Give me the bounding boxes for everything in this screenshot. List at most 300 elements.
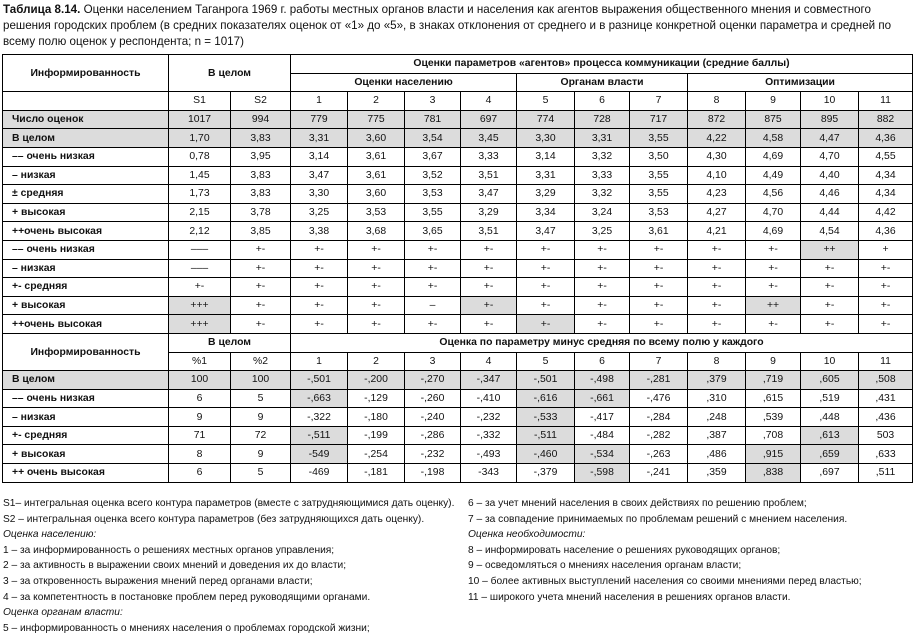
table-cell: 1,73	[169, 185, 231, 204]
header-total-2: В целом	[169, 333, 291, 352]
table-cell: +-	[688, 240, 746, 259]
table-cell: 4,55	[859, 147, 913, 166]
table-row	[3, 147, 913, 166]
table-cell: -549	[291, 445, 348, 464]
table-cell: 3,61	[630, 222, 688, 241]
table-cell: 3,61	[348, 147, 405, 166]
note-line: 8 – информировать население о решениях руководящих органов;	[468, 544, 781, 556]
table-cell: ,486	[688, 445, 746, 464]
table-cell: 994	[231, 110, 291, 129]
table-cell: 3,31	[575, 129, 630, 148]
column-header-number: 3	[405, 92, 461, 111]
table-cell: +-	[405, 278, 461, 297]
table-cell: -,410	[461, 389, 517, 408]
table-cell: +-	[517, 296, 575, 315]
table-cell: -,533	[517, 408, 575, 427]
table-cell: +-	[231, 296, 291, 315]
table-cell: +-	[630, 259, 688, 278]
table-cell: -,534	[575, 445, 630, 464]
column-header-number: 3	[405, 352, 461, 371]
table-cell: +-	[291, 240, 348, 259]
table-cell: ++	[746, 296, 801, 315]
table-cell: +-	[461, 296, 517, 315]
table-cell: 1,70	[169, 129, 231, 148]
note-line: S1– интегральная оценка всего контура параметров (вместе с затрудняющимися дать оценку).	[3, 498, 455, 509]
row-label: В целом	[3, 129, 169, 148]
table-cell: +-	[461, 259, 517, 278]
row-label: ++ очень высокая	[3, 464, 169, 483]
table-cell: +-	[746, 259, 801, 278]
table-row	[3, 445, 913, 464]
table-cell: +-	[801, 296, 859, 315]
table-cell: +-	[291, 296, 348, 315]
table-cell: 4,34	[859, 185, 913, 204]
table-cell: ++	[801, 240, 859, 259]
row-label: Число оценок	[3, 110, 169, 129]
table-cell: 4,10	[688, 166, 746, 185]
table-cell: +-	[231, 240, 291, 259]
table-cell: 100	[169, 371, 231, 390]
column-header-number: 6	[575, 92, 630, 111]
table-cell: -,232	[461, 408, 517, 427]
table-cell: -,199	[348, 426, 405, 445]
table-row	[3, 315, 913, 334]
table-cell: 3,38	[291, 222, 348, 241]
row-label: – низкая	[3, 408, 169, 427]
table-cell: -,241	[630, 464, 688, 483]
table-cell: 4,42	[859, 203, 913, 222]
table-cell: 4,21	[688, 222, 746, 241]
table-cell: ,659	[801, 445, 859, 464]
table-row	[3, 278, 913, 297]
table-cell: +-	[575, 315, 630, 334]
table-cell: 3,32	[575, 185, 630, 204]
table-cell: 1017	[169, 110, 231, 129]
row-label: – низкая	[3, 259, 169, 278]
column-header-number: 4	[461, 92, 517, 111]
table-cell: +-	[575, 240, 630, 259]
table-cell: +-	[746, 315, 801, 334]
table-cell: 2,12	[169, 222, 231, 241]
table-row	[3, 110, 913, 129]
table-cell: +-	[348, 259, 405, 278]
row-label: ++очень высокая	[3, 315, 169, 334]
note-line: Оценка населению:	[3, 529, 97, 541]
table-row	[3, 185, 913, 204]
table-cell: 4,27	[688, 203, 746, 222]
table-cell: -,460	[517, 445, 575, 464]
table-cell: -,498	[575, 371, 630, 390]
table-cell: +-	[859, 259, 913, 278]
table-row	[3, 296, 913, 315]
table-cell: -,663	[291, 389, 348, 408]
table-cell: 697	[461, 110, 517, 129]
table-cell: 3,47	[517, 222, 575, 241]
note-line: 7 – за совпадение принимаемых по проблемам решений с мнением населения.	[468, 513, 848, 525]
table-cell: 3,60	[348, 129, 405, 148]
table-cell: 3,67	[405, 147, 461, 166]
table-cell: –––	[169, 259, 231, 278]
table-cell: 3,52	[405, 166, 461, 185]
table-cell: 3,53	[630, 203, 688, 222]
header-difference: Оценка по параметру минус средняя по всему полю у каждого	[291, 333, 913, 352]
table-cell: -,493	[461, 445, 517, 464]
table-cell: 3,55	[630, 166, 688, 185]
table-cell: 5	[231, 389, 291, 408]
note-line: 11 – широкого учета мнений населения в решениях органов власти.	[468, 591, 791, 603]
note-line: S2 – интегральная оценка всего контура параметров (без затрудняющихся дать оценку).	[3, 513, 425, 525]
table-cell: -,511	[291, 426, 348, 445]
table-cell: 875	[746, 110, 801, 129]
table-cell: -,484	[575, 426, 630, 445]
table-cell: –	[405, 296, 461, 315]
table-cell: 9	[231, 408, 291, 427]
table-cell: 3,31	[517, 166, 575, 185]
column-header-number: 11	[859, 352, 913, 371]
table-row	[3, 371, 913, 390]
table-cell: +-	[461, 278, 517, 297]
table-cell: +-	[746, 240, 801, 259]
table-cell: +-	[801, 278, 859, 297]
table-cell: +-	[575, 278, 630, 297]
table-cell: -,379	[517, 464, 575, 483]
table-cell: ,508	[859, 371, 913, 390]
column-header-s: S1	[169, 92, 231, 111]
note-line: 2 – за активность в выражении своих мнений и доведения их до власти;	[3, 560, 347, 572]
table-cell: 3,47	[461, 185, 517, 204]
table-cell: 3,50	[630, 147, 688, 166]
column-header-number: 6	[575, 352, 630, 371]
table-cell: 3,51	[461, 222, 517, 241]
table-cell: 9	[169, 408, 231, 427]
table-cell: -,417	[575, 408, 630, 427]
table-cell: 3,29	[461, 203, 517, 222]
column-header-number: 2	[348, 92, 405, 111]
row-label: + высокая	[3, 445, 169, 464]
table-cell: 3,14	[517, 147, 575, 166]
table-cell: ,431	[859, 389, 913, 408]
table-cell: ,605	[801, 371, 859, 390]
table-cell: 3,30	[291, 185, 348, 204]
table-cell: -,254	[348, 445, 405, 464]
column-header-number: 8	[688, 352, 746, 371]
table-cell: 4,34	[859, 166, 913, 185]
table-cell: 3,55	[405, 203, 461, 222]
table-cell: +-	[291, 259, 348, 278]
table-cell: 4,58	[746, 129, 801, 148]
table-cell: -,501	[291, 371, 348, 390]
table-cell: 3,68	[348, 222, 405, 241]
column-header-number: 2	[348, 352, 405, 371]
table-cell: 4,54	[801, 222, 859, 241]
column-header-number: 5	[517, 352, 575, 371]
column-header-number: 4	[461, 352, 517, 371]
table-cell: -,232	[405, 445, 461, 464]
table-cell: 3,45	[461, 129, 517, 148]
table-row	[3, 129, 913, 148]
table-cell: 3,31	[291, 129, 348, 148]
table-cell: +-	[348, 296, 405, 315]
table-cell: 4,69	[746, 147, 801, 166]
table-cell: 503	[859, 426, 913, 445]
table-cell: 6	[169, 464, 231, 483]
table-cell: 100	[231, 371, 291, 390]
table-cell: -,200	[348, 371, 405, 390]
table-cell: +-	[517, 315, 575, 334]
table-cell: -,270	[405, 371, 461, 390]
table-cell: 717	[630, 110, 688, 129]
table-cell: 3,85	[231, 222, 291, 241]
table-cell: -,180	[348, 408, 405, 427]
table-body	[3, 55, 913, 483]
table-cell: -,284	[630, 408, 688, 427]
table-cell: ,633	[859, 445, 913, 464]
table-cell: +-	[517, 278, 575, 297]
header-group-government: Органам власти	[517, 73, 688, 92]
note-line: 9 – осведомляться о мнениях населения органам власти;	[468, 560, 742, 572]
ratings-table	[2, 54, 913, 483]
table-cell: 3,78	[231, 203, 291, 222]
table-cell: 3,65	[405, 222, 461, 241]
note-line: 6 – за учет мнений населения в своих действиях по решению проблем;	[468, 498, 807, 509]
table-cell: 3,25	[291, 203, 348, 222]
column-header-pct: %2	[231, 352, 291, 371]
table-cell: +-	[630, 296, 688, 315]
table-cell: -,476	[630, 389, 688, 408]
row-label: +- средняя	[3, 278, 169, 297]
table-cell: ,310	[688, 389, 746, 408]
table-cell: -,198	[405, 464, 461, 483]
table-cell: +-	[630, 315, 688, 334]
table-cell: +-	[405, 315, 461, 334]
row-label: –– очень низкая	[3, 147, 169, 166]
table-cell: -,511	[517, 426, 575, 445]
table-cell: 3,83	[231, 166, 291, 185]
row-label: + высокая	[3, 296, 169, 315]
row-label: ± средняя	[3, 185, 169, 204]
table-cell: 4,40	[801, 166, 859, 185]
table-cell: 4,36	[859, 222, 913, 241]
table-cell: 3,61	[348, 166, 405, 185]
table-cell: 1,45	[169, 166, 231, 185]
table-cell: +-	[688, 296, 746, 315]
table-cell: +-	[461, 240, 517, 259]
table-cell: +-	[231, 259, 291, 278]
table-cell: 0,78	[169, 147, 231, 166]
table-cell: +-	[859, 278, 913, 297]
table-cell: ,387	[688, 426, 746, 445]
table-cell: 3,83	[231, 129, 291, 148]
table-cell: +-	[348, 278, 405, 297]
table-cell: 3,25	[575, 222, 630, 241]
header-total: В целом	[169, 55, 291, 92]
table-cell: 775	[348, 110, 405, 129]
column-header-number: 10	[801, 352, 859, 371]
table-cell: +-	[231, 278, 291, 297]
table-cell: -,263	[630, 445, 688, 464]
table-cell: 3,54	[405, 129, 461, 148]
table-cell: 882	[859, 110, 913, 129]
column-header-number: 9	[746, 92, 801, 111]
table-cell: 3,60	[348, 185, 405, 204]
note-line: Оценка органам власти:	[3, 607, 123, 619]
column-header-number: 5	[517, 92, 575, 111]
table-row	[3, 426, 913, 445]
table-cell: -,281	[630, 371, 688, 390]
note-line: 4 – за компетентность в постановке проблем перед руководящими органами.	[3, 591, 371, 603]
table-cell: ,697	[801, 464, 859, 483]
table-cell: -,286	[405, 426, 461, 445]
table-cell: 3,95	[231, 147, 291, 166]
table-cell: +-	[517, 240, 575, 259]
table-cell: 3,51	[461, 166, 517, 185]
table-cell: 774	[517, 110, 575, 129]
column-header-pct: %1	[169, 352, 231, 371]
table-cell: -,616	[517, 389, 575, 408]
column-header-number: 9	[746, 352, 801, 371]
table-cell: 6	[169, 389, 231, 408]
table-cell: -,501	[517, 371, 575, 390]
table-cell: 3,33	[575, 166, 630, 185]
table-cell: 3,47	[291, 166, 348, 185]
table-cell: 4,56	[746, 185, 801, 204]
column-header-number: 10	[801, 92, 859, 111]
table-cell: +-	[169, 278, 231, 297]
row-label: В целом	[3, 371, 169, 390]
table-cell: +-	[575, 296, 630, 315]
table-cell: 9	[231, 445, 291, 464]
table-cell: 4,47	[801, 129, 859, 148]
table-cell: ,539	[746, 408, 801, 427]
table-cell: +-	[688, 278, 746, 297]
column-header-number: 1	[291, 92, 348, 111]
table-cell: +-	[461, 315, 517, 334]
column-header-s: S2	[231, 92, 291, 111]
table-cell: ,615	[746, 389, 801, 408]
table-cell: 2,15	[169, 203, 231, 222]
header-group-population: Оценки населению	[291, 73, 517, 92]
row-label: +- средняя	[3, 426, 169, 445]
table-cell: 779	[291, 110, 348, 129]
table-cell: +-	[688, 259, 746, 278]
table-cell: ,519	[801, 389, 859, 408]
table-cell: -,129	[348, 389, 405, 408]
column-header-number: 7	[630, 352, 688, 371]
table-cell: ,708	[746, 426, 801, 445]
table-cell: 3,53	[348, 203, 405, 222]
table-cell: ,379	[688, 371, 746, 390]
row-label: –– очень низкая	[3, 389, 169, 408]
note-line: 3 – за откровенность выражения мнений перед органами власти;	[3, 575, 313, 587]
table-cell: +-	[801, 259, 859, 278]
table-cell: +-	[688, 315, 746, 334]
table-cell: 3,53	[405, 185, 461, 204]
table-cell: +-	[859, 315, 913, 334]
notes-left	[3, 496, 458, 636]
table-cell: 4,49	[746, 166, 801, 185]
table-cell: +-	[801, 315, 859, 334]
table-cell: –––	[169, 240, 231, 259]
table-cell: -,661	[575, 389, 630, 408]
table-cell: ,359	[688, 464, 746, 483]
table-row	[3, 259, 913, 278]
table-cell: 3,55	[630, 129, 688, 148]
note-line: Оценка необходимости:	[468, 529, 586, 541]
table-cell: +++	[169, 315, 231, 334]
table-cell: +-	[630, 240, 688, 259]
caption-label: Таблица 8.14.	[3, 3, 81, 16]
table-cell: +-	[405, 259, 461, 278]
table-cell: +-	[630, 278, 688, 297]
table-cell: +-	[575, 259, 630, 278]
table-row	[3, 408, 913, 427]
table-row	[3, 222, 913, 241]
table-cell: 4,36	[859, 129, 913, 148]
table-cell: 4,46	[801, 185, 859, 204]
table-cell: 4,69	[746, 222, 801, 241]
table-cell: 3,24	[575, 203, 630, 222]
table-cell: 4,30	[688, 147, 746, 166]
table-cell: 4,44	[801, 203, 859, 222]
table-cell: 3,55	[630, 185, 688, 204]
table-cell: -,598	[575, 464, 630, 483]
table-cell: +-	[291, 278, 348, 297]
table-cell: 728	[575, 110, 630, 129]
table-cell: +-	[231, 315, 291, 334]
table-cell: 3,29	[517, 185, 575, 204]
caption-text: Оценки населением Таганрога 1969 г. работы местных органов власти и населения как агентов выражения общественного мнения и совместного решения городских проблем (в средних показателях оценок от «1» до «5», в знаках отклонения от среднего и в разнице конкретной оценки параметра и средней по всему полю оценок у респондента; n = 1017)	[3, 3, 892, 48]
table-cell: 3,33	[461, 147, 517, 166]
table-cell: 3,34	[517, 203, 575, 222]
table-cell: ,915	[746, 445, 801, 464]
column-header-number: 8	[688, 92, 746, 111]
row-label: –– очень низкая	[3, 240, 169, 259]
table-cell: 71	[169, 426, 231, 445]
table-cell: -,181	[348, 464, 405, 483]
row-label: – низкая	[3, 166, 169, 185]
table-cell: 3,32	[575, 147, 630, 166]
table-cell: -,260	[405, 389, 461, 408]
table-row	[3, 203, 913, 222]
note-line: 10 – более активных выступлений населения со своими мнениями перед властью;	[468, 575, 862, 587]
table-cell: ,248	[688, 408, 746, 427]
header-informedness: Информированность	[3, 55, 169, 92]
table-cell: ,448	[801, 408, 859, 427]
notes-right	[468, 496, 908, 605]
table-cell: -,347	[461, 371, 517, 390]
table-cell: 4,23	[688, 185, 746, 204]
table-cell: 4,70	[801, 147, 859, 166]
header-agents: Оценки параметров «агентов» процесса коммуникации (средние баллы)	[291, 55, 913, 74]
table-cell: 895	[801, 110, 859, 129]
header-row-3	[3, 333, 913, 352]
table-row	[3, 389, 913, 408]
table-cell: +-	[348, 315, 405, 334]
row-label: ++очень высокая	[3, 222, 169, 241]
note-line: 1 – за информированность о решениях местных органов управления;	[3, 544, 335, 556]
table-row	[3, 240, 913, 259]
table-cell: 4,22	[688, 129, 746, 148]
column-header-number: 11	[859, 92, 913, 111]
table-cell: ,613	[801, 426, 859, 445]
table-cell: -,240	[405, 408, 461, 427]
table-cell: +-	[859, 296, 913, 315]
table-cell: ,436	[859, 408, 913, 427]
header-empty-cell	[3, 92, 169, 111]
table-row	[3, 464, 913, 483]
header-group-optimization: Оптимизации	[688, 73, 913, 92]
header-informedness-2: Информированность	[3, 333, 169, 370]
